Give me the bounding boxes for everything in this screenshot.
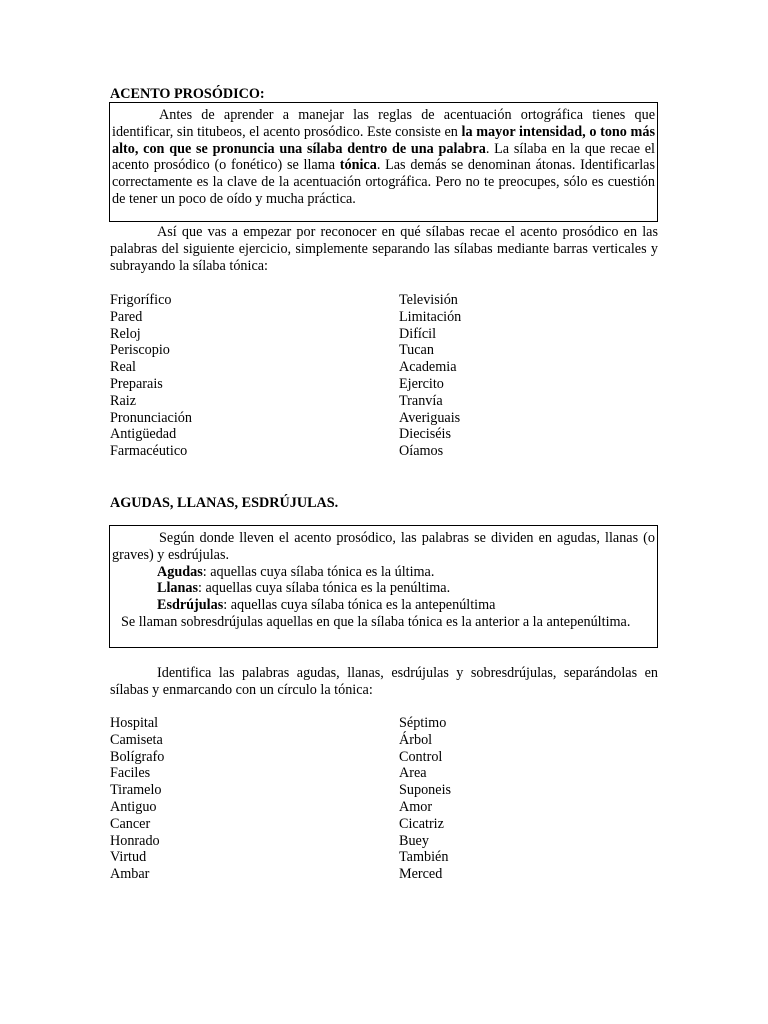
list-item: Farmacéutico [110,443,188,460]
list-item: Tiramelo [110,782,162,799]
list-item: Real [110,359,136,376]
definition-box-acento [109,102,658,222]
list-item: Pronunciación [110,409,192,426]
list-item: Oíamos [399,443,444,460]
list-item: Honrado [110,832,160,849]
term-agudas: Agudas [157,563,203,580]
word-list-left-1 [110,292,192,460]
list-item: Suponeis [399,782,452,799]
section-heading-acento-prosodico: ACENTO PROSÓDICO: [110,86,265,102]
tipos-llanas [112,580,655,597]
tipos-intro: Según donde lleven el acento prosódico, las palabras se dividen en agudas, llanas (o graves) y esdrújulas. [112,530,655,563]
list-item: Area [399,765,427,782]
list-item: Árbol [399,731,433,748]
list-item: Cancer [110,815,151,832]
term-llanas: Llanas [157,580,199,597]
definition-text-3: . Las demás se denominan átonas. Identificarlas correctamente es la clave de la acentuación ortográfica. Pero no te preocupes, sólo es cuestión de tener un poco de oído y mucha práctica. [112,157,655,207]
word-list-left-2 [110,715,164,883]
definition-box-tipos [109,525,658,648]
list-item: Virtud [110,849,147,866]
def-esdrujulas: : aquellas cuya sílaba tónica es la antepenúltima [223,597,496,614]
instruction-paragraph-1 [110,224,658,274]
list-item: Amor [399,798,433,815]
list-item: Periscopio [110,342,170,359]
definition-paragraph [112,107,655,208]
list-item: Séptimo [399,715,447,731]
list-item: Merced [399,866,443,883]
list-item: Frigorífico [110,292,172,308]
definition-text-1: Antes de aprender a manejar las reglas de acentuación ortográfica tienes que identificar, sin titubeos, el acento prosódico. Este consiste en [112,107,655,140]
list-item: Control [399,748,443,765]
list-item: Limitación [399,308,462,325]
list-item: Academia [399,359,457,376]
tipos-sobresdrujulas: Se llaman sobresdrújulas aquellas en que la sílaba tónica es la anterior a la antepenúltima. [121,613,631,630]
list-item: Tucan [399,342,434,359]
list-item: Ejercito [399,375,444,392]
list-item: Reloj [110,325,141,342]
list-item: También [399,849,449,866]
list-item: Cicatriz [399,815,444,832]
list-item: Antigüedad [110,426,177,443]
list-item: Ambar [110,866,150,883]
list-item: Camiseta [110,731,163,748]
instruction-text-2: Identifica las palabras agudas, llanas, esdrújulas y sobresdrújulas, separándolas en sílabas y enmarcando con un círculo la tónica: [110,665,658,698]
definition-text-2: . La sílaba en la que recae el acento prosódico (o fonético) se llama [112,140,655,174]
tipos-esdrujulas [112,597,655,614]
definition-bold-tonica: tónica [339,157,377,174]
definition-bold-1: la mayor intensidad, o tono más alto, con que se pronuncia una sílaba dentro de una palabra [112,123,655,157]
list-item: Pared [110,308,143,325]
list-item: Tranvía [399,392,443,409]
list-item: Hospital [110,715,159,731]
instruction-text-1: Así que vas a empezar por reconocer en qué sílabas recae el acento prosódico en las palabras del siguiente ejercicio, simplemente separando las sílabas mediante barras verticales y subrayando la sílaba tónica: [110,224,658,274]
section-heading-agudas-llanas: AGUDAS, LLANAS, ESDRÚJULAS. [110,495,339,511]
list-item: Buey [399,832,429,849]
list-item: Dieciséis [399,426,452,443]
list-item: Antiguo [110,798,157,815]
def-llanas: : aquellas cuya sílaba tónica es la penúltima. [198,580,451,597]
list-item: Televisión [399,292,458,308]
list-item: Raiz [110,392,136,409]
list-item: Faciles [110,765,151,782]
def-agudas: : aquellas cuya sílaba tónica es la última. [202,563,435,580]
tipos-agudas [112,564,655,581]
list-item: Averiguais [399,409,461,426]
word-list-right-1 [399,292,461,460]
word-list-right-2 [399,715,451,883]
list-item: Bolígrafo [110,748,165,765]
list-item: Preparais [110,375,163,392]
term-esdrujulas: Esdrújulas [157,597,224,614]
instruction-paragraph-2 [110,665,658,699]
list-item: Difícil [399,325,437,342]
